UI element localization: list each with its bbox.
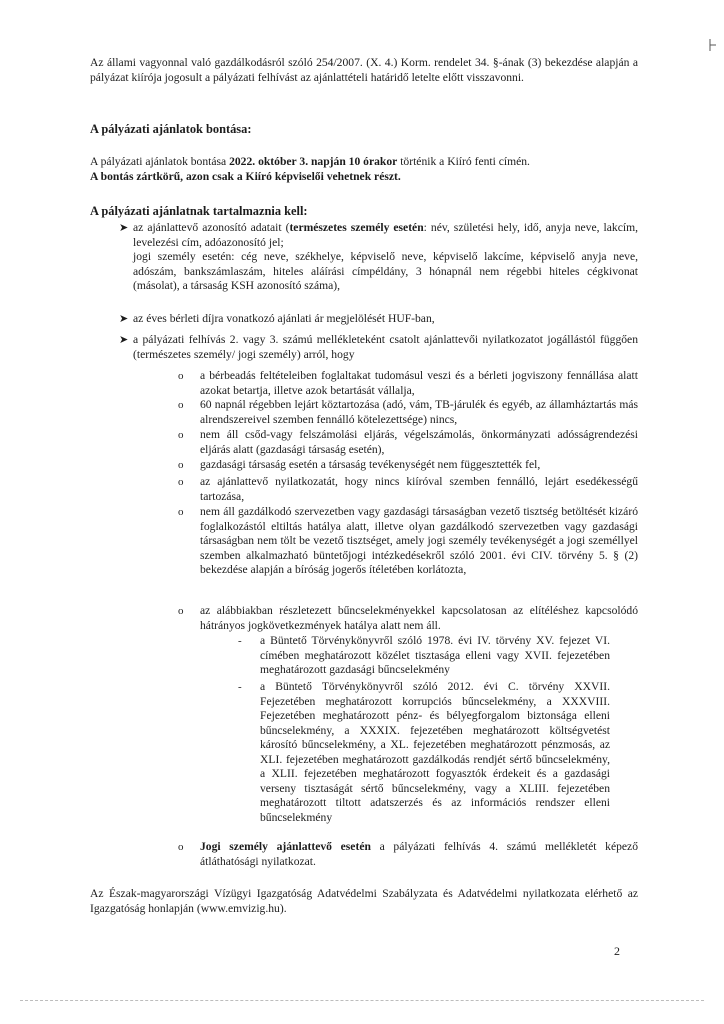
sub-list-text: 60 napnál régebben lejárt köztartozása (adó, vám, TB-járulék és egyéb, az államháztartás más alrendszereivel szemben fennálló kötelezettsége) nincs, — [200, 398, 638, 426]
sub-list-item — [178, 369, 638, 398]
sub-list-text: nem áll gazdálkodó szervezetben vagy gazdasági társaságban vezető tisztség betöltését kizáró foglalkozástól eltiltás hatálya alatt, illetve olyan gazdálkodó szervezetben vagy gazdasági társaságban nem tölt be vezető tisztséget, amely jogi személy tevékenységét a jogi személlyel szemben alkalmazható büntetőjogi intézkedésekről szóló 2001. évi CIV. törvény 5. § (2) bekezdése alapján a bíróság jogerős ítéletében korlátozta, — [200, 505, 638, 576]
sub-list-text: nem áll csőd-vagy felszámolási eljárás, végelszámolás, önkormányzati adósságrendezési eljárás alatt (gazdasági társaság esetén), — [200, 428, 638, 456]
circle-bullet-icon: o — [178, 605, 184, 617]
list-item — [119, 312, 638, 327]
arrow-bullet-icon: ➤ — [119, 222, 129, 234]
intro-paragraph: Az állami vagyonnal való gazdálkodásról szóló 254/2007. (X. 4.) Korm. rendelet 34. §-ának (3) bekezdése alapján a pályázat kiírója jogosult a pályázati felhívást az ajánlattételi határidő letelte előtt visszavonni. — [90, 56, 638, 84]
identity-suffix: : név, születési hely, idő, anyja neve, lakcím, levelezési cím, adóazonosító jel; — [133, 221, 638, 249]
sub-list-item — [178, 398, 638, 427]
sub-list-text: az alábbiakban részletezett bűncselekményekkel kapcsolatosan az elítéléshez kapcsolódó hátrányos jogkövetkezmények hatálya alatt nem áll. — [200, 604, 638, 632]
opening-suffix: történik a Kiíró fenti címén. — [397, 155, 530, 168]
circle-bullet-icon: o — [178, 476, 184, 488]
dash-bullet-icon: - — [238, 681, 242, 693]
sub-list-item — [178, 458, 638, 473]
circle-bullet-icon: o — [178, 429, 184, 441]
arrow-bullet-icon: ➤ — [119, 313, 129, 325]
opening-prefix: A pályázati ajánlatok bontása — [90, 155, 230, 168]
sub-list-text: gazdasági társaság esetén a társaság tevékenységét nem függesztették fel, — [200, 458, 541, 471]
opening-heading: A pályázati ajánlatok bontása: — [90, 122, 252, 136]
sub-list-item — [178, 505, 638, 578]
closing-paragraph: Az Észak-magyarországi Vízügyi Igazgatóság Adatvédelmi Szabályzata és Adatvédelmi nyilatkozata elérhető az Igazgatóság honlapján (www.emvizig.hu). — [90, 887, 638, 915]
list-item-text — [133, 221, 638, 250]
sub-list-item — [178, 604, 638, 633]
sub-sub-list-item — [238, 634, 610, 678]
identity-prefix: az ajánlattevő azonosító adatait ( — [133, 221, 290, 234]
list-item-text: az éves bérleti díjra vonatkozó ajánlati ár megjelölését HUF-ban, — [133, 312, 435, 325]
contents-heading: A pályázati ajánlatnak tartalmaznia kell: — [90, 204, 308, 218]
sub-list-text: az ajánlattevő nyilatkozatát, hogy nincs kiíróval szemben fennálló, lejárt esedékességű tartozása, — [200, 475, 638, 503]
corner-mark-icon — [704, 38, 716, 50]
circle-bullet-icon: o — [178, 841, 184, 853]
sub-sub-list-item — [238, 680, 610, 825]
opening-closed-note: A bontás zártkörű, azon csak a Kiíró képviselői vehetnek részt. — [90, 170, 401, 183]
circle-bullet-icon: o — [178, 459, 184, 471]
sub-sub-list-text: a Büntető Törvénykönyvről szóló 2012. évi C. törvény XXVII. Fejezetében meghatározott korrupciós bűncselekmény, a XXXVIII. Fejezetében meghatározott pénz- és bélyegforgalom biztonsága elleni bűncselekmény, a XXXIX. fejezetében meghatározott költségvetést károsító bűncselekmény, a XL. fejezetében meghatározott pénzmosás, az XLI. fejezetében meghatározott gazdálkodás rendjét sértő bűncselekmény, a XLII. fejezetében meghatározott fogyasztók érdekeit és a gazdasági verseny tisztaságát sértő bűncselekmény, vagy a XLIII. fejezetében meghatározott tiltott adatszerzés és az információs rendszer elleni bűncselekmény — [260, 680, 610, 824]
list-item — [119, 333, 638, 362]
circle-bullet-icon: o — [178, 370, 184, 382]
sub-list-item — [178, 475, 638, 504]
sub-list-item — [178, 840, 639, 869]
sub-list-item — [178, 428, 638, 457]
dash-bullet-icon: - — [238, 635, 242, 647]
transparency-text: a pályázati felhívás 4. számú mellékletét képező átláthatósági nyilatkozat. — [200, 840, 639, 868]
sub-sub-list-text: a Büntető Törvénykönyvről szóló 1978. évi IV. törvény XV. fejezet VI. címében meghatározott közélet tisztasága elleni vagy XVII. fejezetében meghatározott gazdasági bűncselekmény — [260, 634, 610, 676]
legal-person-label: Jogi személy ajánlattevő esetén — [200, 840, 371, 853]
circle-bullet-icon: o — [178, 506, 184, 518]
legal-person-text: jogi személy esetén: cég neve, székhelye, képviselő neve, képviselő lakcíme, képviselő anyja neve, adószám, bankszámlaszám, hiteles aláírási címpéldány, 3 hónapnál nem régebbi hiteles cégkivonat (másolat), a társaság KSH azonosító száma), — [133, 250, 638, 292]
opening-date: 2022. október 3. napján 10 órakor — [229, 155, 398, 168]
page-bottom-divider — [20, 1000, 704, 1001]
sub-list-text — [200, 840, 638, 869]
page-number: 2 — [614, 944, 620, 958]
list-item — [119, 221, 638, 294]
list-item-text: a pályázati felhívás 2. vagy 3. számú mellékleteként csatolt ajánlattevői nyilatkozatot jogállástól függően (természetes személy/ jogi személy) arról, hogy — [133, 333, 638, 361]
natural-person-label: természetes személy esetén — [289, 221, 424, 234]
circle-bullet-icon: o — [178, 399, 184, 411]
sub-list-text: a bérbeadás feltételeiben foglaltakat tudomásul veszi és a bérleti jogviszony fennállása alatt azokat betartja, illetve azok betartását vállalja, — [200, 369, 638, 397]
arrow-bullet-icon: ➤ — [119, 334, 129, 346]
opening-paragraph — [90, 155, 638, 170]
